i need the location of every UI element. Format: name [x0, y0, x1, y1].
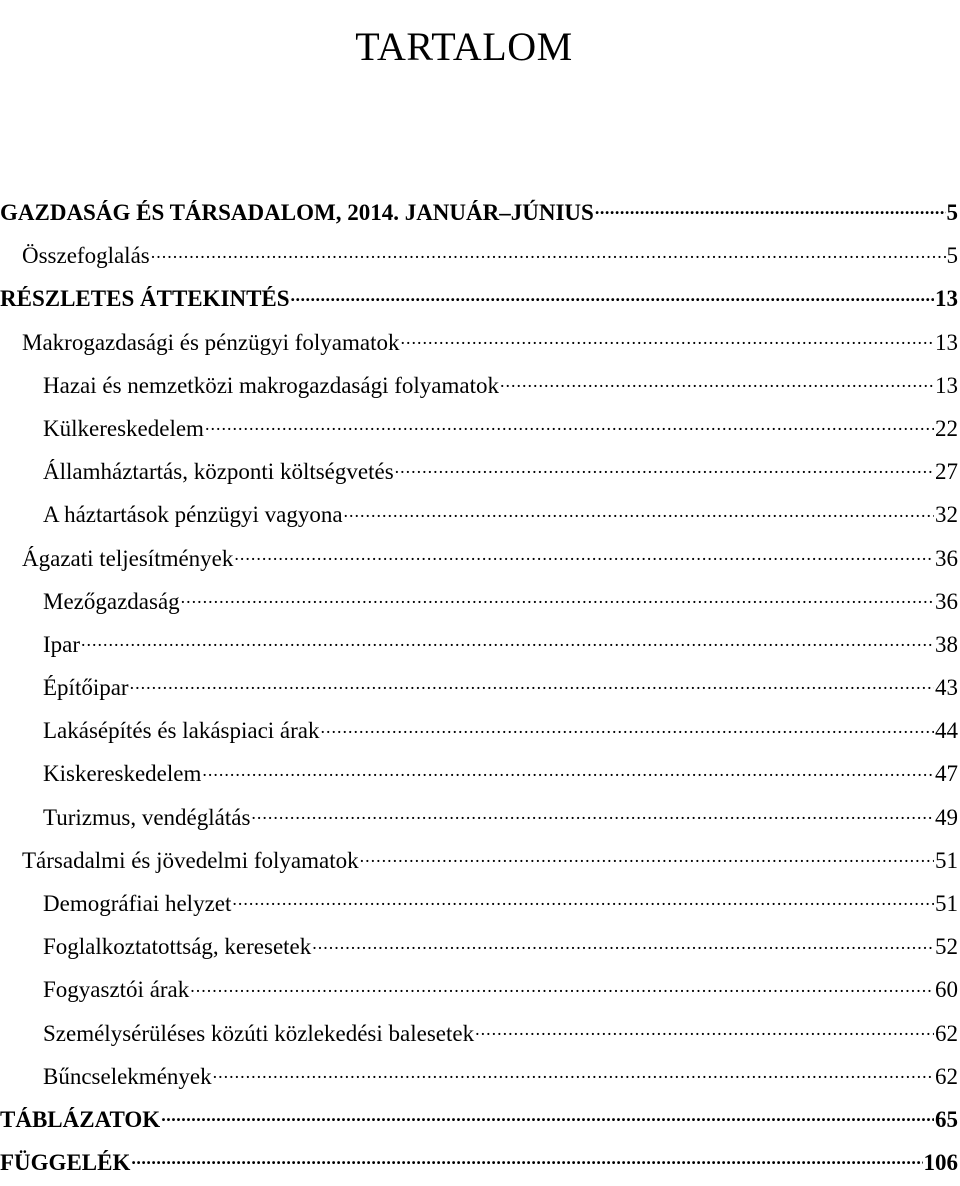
toc-entry[interactable]	[0, 668, 958, 711]
toc-entry-label: Demográfiai helyzet	[43, 891, 232, 916]
toc-entry-page: 47	[935, 761, 958, 787]
toc-entry[interactable]	[0, 279, 958, 322]
toc-entry[interactable]	[0, 1143, 958, 1186]
page-title: TARTALOM	[355, 23, 573, 69]
toc-entry[interactable]	[0, 495, 958, 538]
toc-entry-page: 106	[923, 1150, 958, 1176]
dot-leader	[321, 715, 934, 738]
dot-leader	[400, 327, 934, 350]
dot-leader	[190, 974, 934, 997]
toc-entry-label: Hazai és nemzetközi makrogazdasági folyamatok	[43, 372, 499, 398]
toc-entry-label: Ágazati teljesítmények	[22, 545, 234, 571]
toc-entry-label: GAZDASÁG ÉS TÁRSADALOM, 2014. JANUÁR–JÚNIUS	[0, 200, 594, 225]
toc-entry-page: 62	[935, 1020, 958, 1046]
toc-entry[interactable]	[0, 970, 958, 1013]
toc-entry-page: 51	[935, 847, 958, 873]
toc-entry-label: Személysérüléses közúti közlekedési balesetek	[43, 1020, 475, 1046]
toc-entry-label: Kiskereskedelem	[43, 761, 202, 787]
dot-leader	[205, 413, 934, 436]
toc-entry-label: RÉSZLETES ÁTTEKINTÉS	[0, 286, 290, 312]
dot-leader	[151, 240, 946, 263]
toc-entry[interactable]	[0, 754, 958, 797]
toc-entry-page: 43	[935, 675, 958, 701]
toc-entry-page: 60	[935, 977, 958, 1003]
dot-leader	[130, 672, 934, 695]
toc-entry-page: 44	[935, 718, 958, 744]
toc-entry[interactable]	[0, 582, 958, 625]
toc-entry-page: 5	[946, 200, 958, 225]
dot-leader	[595, 197, 946, 220]
table-of-contents	[0, 193, 958, 1186]
toc-entry-label: Külkereskedelem	[43, 415, 204, 441]
dot-leader	[312, 931, 934, 954]
toc-entry-page: 22	[935, 415, 958, 441]
toc-entry-page: 13	[935, 372, 958, 398]
toc-entry[interactable]	[0, 711, 958, 754]
toc-entry-page: 13	[935, 286, 958, 312]
dot-leader	[181, 586, 934, 609]
toc-entry[interactable]	[0, 409, 958, 452]
dot-leader	[131, 1147, 922, 1170]
dot-leader	[475, 1018, 934, 1041]
toc-entry-label: Összefoglalás	[22, 243, 150, 269]
dot-leader	[360, 845, 934, 868]
toc-entry-page: 27	[935, 459, 958, 485]
toc-entry-page: 32	[935, 502, 958, 528]
toc-entry-label: FÜGGELÉK	[0, 1150, 131, 1176]
dot-leader	[81, 629, 934, 652]
dot-leader	[500, 370, 934, 393]
toc-entry[interactable]	[0, 798, 958, 841]
toc-entry[interactable]	[0, 366, 958, 409]
toc-entry[interactable]	[0, 539, 958, 582]
toc-entry[interactable]	[0, 236, 958, 279]
toc-entry[interactable]	[0, 1057, 958, 1100]
dot-leader	[395, 456, 934, 479]
toc-entry-page: 36	[935, 588, 958, 614]
toc-entry-page: 51	[935, 891, 958, 916]
toc-entry-page: 36	[935, 545, 958, 571]
toc-entry[interactable]	[0, 1100, 958, 1143]
toc-entry[interactable]	[0, 884, 958, 927]
dot-leader	[234, 543, 934, 566]
toc-entry-label: A háztartások pénzügyi vagyona	[43, 502, 343, 528]
toc-entry[interactable]	[0, 625, 958, 668]
toc-entry-label: Bűncselekmények	[43, 1063, 212, 1089]
dot-leader	[251, 802, 934, 825]
toc-entry-page: 49	[935, 804, 958, 830]
toc-entry-page: 62	[935, 1063, 958, 1089]
toc-entry-page: 52	[935, 934, 958, 960]
toc-entry[interactable]	[0, 193, 958, 236]
toc-entry-page: 13	[935, 329, 958, 355]
toc-entry-page: 5	[946, 243, 958, 269]
toc-entry[interactable]	[0, 1014, 958, 1057]
dot-leader	[344, 499, 934, 522]
dot-leader	[213, 1061, 934, 1084]
toc-entry-label: Társadalmi és jövedelmi folyamatok	[22, 847, 359, 873]
dot-leader	[291, 283, 934, 306]
toc-entry-label: Turizmus, vendéglátás	[43, 804, 251, 830]
toc-entry-label: Makrogazdasági és pénzügyi folyamatok	[22, 329, 400, 355]
toc-entry[interactable]	[0, 323, 958, 366]
toc-entry[interactable]	[0, 841, 958, 884]
toc-entry-page: 38	[935, 631, 958, 657]
dot-leader	[232, 888, 934, 911]
toc-entry-label: Mezőgazdaság	[43, 588, 180, 614]
toc-entry-label: Államháztartás, központi költségvetés	[43, 459, 394, 485]
toc-entry-label: Ipar	[43, 631, 81, 657]
toc-entry[interactable]	[0, 927, 958, 970]
toc-entry-label: Foglalkoztatottság, keresetek	[43, 934, 312, 960]
toc-entry-page: 65	[935, 1106, 958, 1132]
toc-entry-label: TÁBLÁZATOK	[0, 1106, 161, 1132]
toc-entry-label: Építőipar	[43, 675, 129, 701]
toc-entry-label: Lakásépítés és lakáspiaci árak	[43, 718, 320, 744]
dot-leader	[161, 1104, 934, 1127]
dot-leader	[202, 758, 934, 781]
toc-entry-label: Fogyasztói árak	[43, 977, 190, 1003]
toc-entry[interactable]	[0, 452, 958, 495]
